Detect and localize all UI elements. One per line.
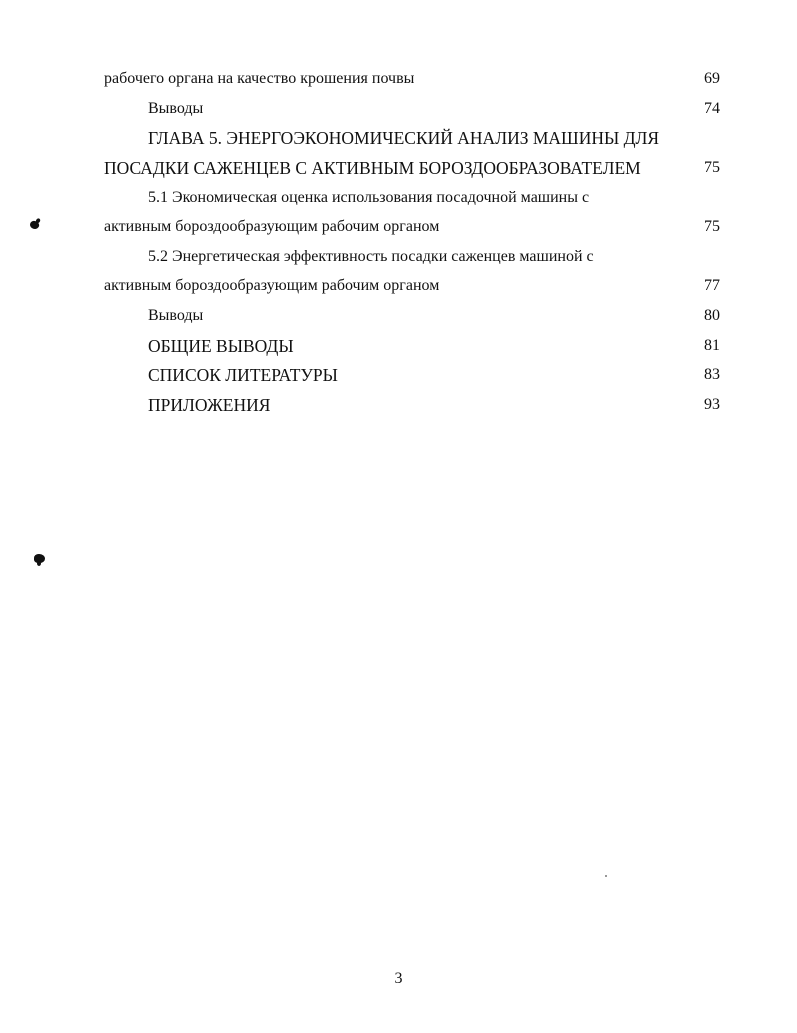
toc-entry-page: 81 [704,337,720,354]
toc-entry-page: 80 [704,307,720,324]
toc-entry [104,245,720,269]
toc-entry [104,97,720,121]
toc-entry-text: 5.2 Энергетическая эффективность посадки саженцев машиной с [148,248,594,265]
scan-artifact-mark [34,554,45,563]
toc-entry-page: 74 [704,100,720,117]
toc-entry [104,215,720,239]
toc-entry [104,67,720,91]
toc-entry-page: 83 [704,366,720,383]
toc-entry [104,393,720,417]
page-number: 3 [394,970,403,987]
toc-entry-page: 75 [704,218,720,235]
toc-chapter-heading [104,126,720,150]
toc-entry-text: Выводы [148,100,204,117]
toc-entry-text: ПОСАДКИ САЖЕНЦЕВ С АКТИВНЫМ БОРОЗДООБРАЗОВАТЕЛЕМ [104,158,641,178]
toc-entry [104,304,720,328]
toc-entry-text: активным бороздообразующим рабочим органом [104,277,440,294]
scan-artifact-speck [605,875,607,877]
toc-entry-text: рабочего органа на качество крошения почвы [104,70,415,87]
toc-entry [104,274,720,298]
toc-chapter-heading [104,156,720,180]
toc-entry [104,334,720,358]
toc-entry-text: активным бороздообразующим рабочим органом [104,218,440,235]
toc-entry-page: 75 [704,159,720,176]
toc-entry-text: ОБЩИЕ ВЫВОДЫ [148,336,294,356]
toc-entry [104,363,720,387]
toc-entry-text: 5.1 Экономическая оценка использования посадочной машины с [148,189,590,206]
toc-entry-page: 77 [704,277,720,294]
toc-entry-text: ПРИЛОЖЕНИЯ [148,395,271,415]
toc-entry-text: ГЛАВА 5. ЭНЕРГОЭКОНОМИЧЕСКИЙ АНАЛИЗ МАШИНЫ ДЛЯ [148,128,660,148]
toc-entry-text: Выводы [148,307,204,324]
toc-entry-page: 93 [704,396,720,413]
toc-entry [104,186,720,210]
scan-artifact-mark [29,219,41,231]
toc-entry-text: СПИСОК ЛИТЕРАТУРЫ [148,365,338,385]
toc-entry-page: 69 [704,70,720,87]
